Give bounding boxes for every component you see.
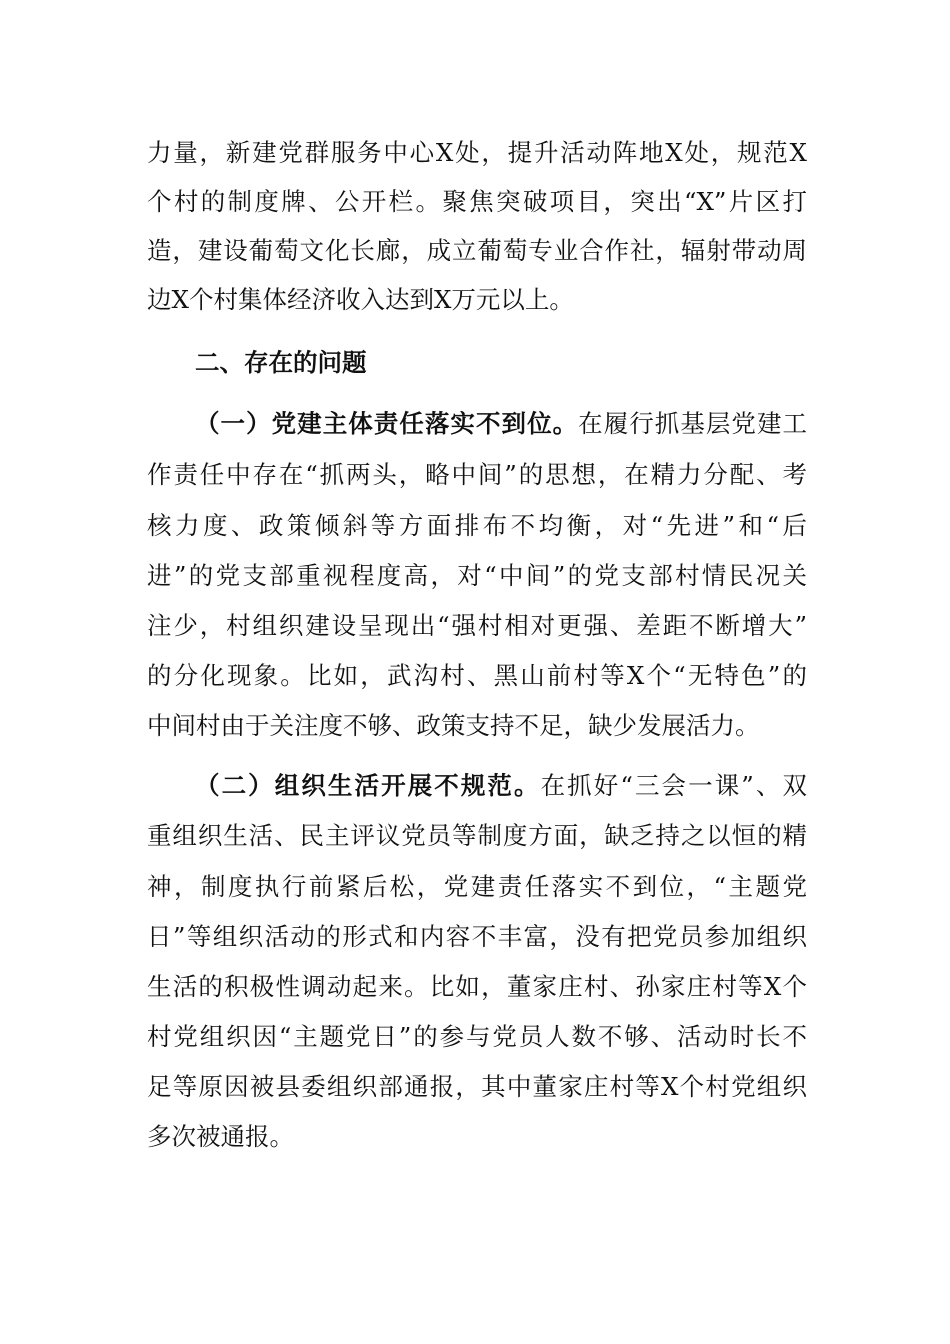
section-heading: 二、存在的问题: [195, 348, 367, 377]
paragraph-line: 中间村由于关注度不够、政策支持不足，缺少发展活力。: [147, 711, 760, 740]
paragraph-line: 力量，新建党群服务中心X处，提升活动阵地X处，规范X: [147, 138, 807, 167]
paragraph-line: 多次被通报。: [147, 1122, 294, 1151]
paragraph-line: 神，制度执行前紧后松，党建责任落实不到位，“主题党: [147, 872, 807, 901]
subsection-text: 在抓好“三会一课”、双: [540, 771, 807, 800]
paragraph-line: 日”等组织活动的形式和内容不丰富，没有把党员参加组织: [147, 922, 807, 951]
subsection-text: 在履行抓基层党建工: [578, 409, 808, 438]
paragraph-line: 个村的制度牌、公开栏。聚焦突破项目，突出“X”片区打: [147, 187, 807, 216]
paragraph-line: 生活的积极性调动起来。比如，董家庄村、孙家庄村等X个: [147, 972, 807, 1001]
subsection-first-line: [195, 398, 807, 450]
paragraph-line: 村党组织因“主题党日”的参与党员人数不够、活动时长不: [147, 1022, 807, 1051]
paragraph-line: 边X个村集体经济收入达到X万元以上。: [147, 285, 574, 314]
paragraph-line: 重组织生活、民主评议党员等制度方面，缺乏持之以恒的精: [147, 821, 807, 850]
subsection-first-line: [195, 760, 807, 812]
paragraph-line: 作责任中存在“抓两头，略中间”的思想，在精力分配、考: [147, 460, 807, 489]
paragraph-line: 核力度、政策倾斜等方面排布不均衡，对“先进”和“后: [147, 511, 807, 540]
paragraph-line: 的分化现象。比如，武沟村、黑山前村等X个“无特色”的: [147, 661, 807, 690]
paragraph-line: 造，建设葡萄文化长廊，成立葡萄专业合作社，辐射带动周: [147, 236, 807, 265]
paragraph-line: 足等原因被县委组织部通报，其中董家庄村等X个村党组织: [147, 1072, 807, 1101]
subsection-title: （二）组织生活开展不规范。: [195, 771, 541, 800]
paragraph-line: 进”的党支部重视程度高，对“中间”的党支部村情民况关: [147, 561, 807, 590]
paragraph-line: 注少，村组织建设呈现出“强村相对更强、差距不断增大”: [147, 611, 807, 640]
subsection-title: （一）党建主体责任落实不到位。: [195, 409, 579, 438]
